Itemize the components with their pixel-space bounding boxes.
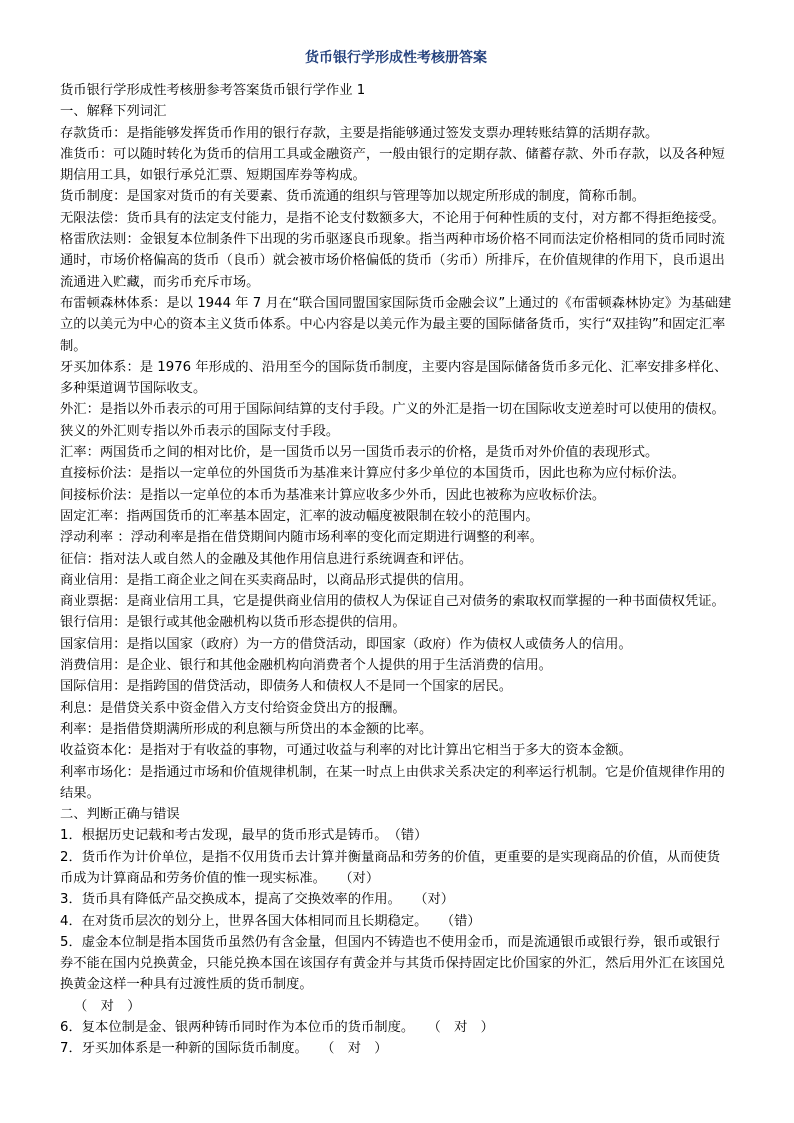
definition-paragraph: 布雷顿森林体系：是以 1944 年 7 月在“联合国同盟国家国际货币金融会议”上通过的《布雷顿森林协定》为基础建立的以美元为中心的资本主义货币体系。中心内容是以美元作为最主要的国际储备货币，实行“双挂钩”和固定汇率制。 xyxy=(60,295,732,354)
definition-paragraph: 征信：指对法人或自然人的金融及其他作用信息进行系统调查和评估。 xyxy=(60,551,473,567)
judgment-answer: （ 对 ） xyxy=(74,998,141,1014)
definition-paragraph: 商业信用：是指工商企业之间在买卖商品时，以商品形式提供的信用。 xyxy=(60,572,473,588)
judgment-item: 2．货币作为计价单位，是指不仅用货币去计算并衡量商品和劳务的价值，更重要的是实现商品的价值，从而使货币成为计算商品和劳务价值的惟一现实标准。 （对） xyxy=(60,849,721,886)
definition-paragraph: 商业票据：是商业信用工具，它是提供商业信用的债权人为保证自己对债务的索取权而掌握的一种书面债权凭证。 xyxy=(60,594,725,610)
document-subtitle: 货币银行学形成性考核册参考答案货币银行学作业 1 xyxy=(60,83,366,98)
definition-paragraph: 银行信用：是银行或其他金融机构以货币形态提供的信用。 xyxy=(60,615,406,631)
definition-paragraph: 汇率：两国货币之间的相对比价，是一国货币以另一国货币表示的价格，是货币对外价值的表现形式。 xyxy=(60,445,659,461)
definition-paragraph: 准货币：可以随时转化为货币的信用工具或金融资产，一般由银行的定期存款、储蓄存款、外币存款，以及各种短期信用工具，如银行承兑汇票、短期国库券等构成。 xyxy=(60,146,725,184)
section-heading-terms: 一、解释下列词汇 xyxy=(60,104,167,120)
definition-paragraph: 浮动利率 ：浮动利率是指在借贷期间内随市场利率的变化而定期进行调整的利率。 xyxy=(60,530,543,546)
definition-paragraph: 直接标价法：是指以一定单位的外国货币为基准来计算应付多少单位的本国货币，因此也称为应付标价法。 xyxy=(60,466,685,482)
definition-paragraph: 无限法偿：货币具有的法定支付能力，是指不论支付数额多大，不论用于何种性质的支付，对方都不得拒绝接受。 xyxy=(60,210,725,226)
definition-paragraph: 货币制度：是国家对货币的有关要素、货币流通的组织与管理等加以规定所形成的制度，简称币制。 xyxy=(60,189,646,205)
definition-paragraph: 消费信用：是企业、银行和其他金融机构向消费者个人提供的用于生活消费的信用。 xyxy=(60,658,552,674)
definition-paragraph: 牙买加体系：是 1976 年形成的、沿用至今的国际货币制度，主要内容是国际储备货币多元化、汇率安排多样化、多种渠道调节国际收支。 xyxy=(60,359,728,397)
definition-paragraph: 存款货币：是指能够发挥货币作用的银行存款，主要是指能够通过签发支票办理转账结算的活期存款。 xyxy=(60,125,659,141)
definition-paragraph: 利率：是指借贷期满所形成的利息额与所贷出的本金额的比率。 xyxy=(60,721,433,737)
definition-paragraph: 国际信用：是指跨国的借贷活动，即债务人和债权人不是同一个国家的居民。 xyxy=(60,679,513,695)
definition-paragraph: 外汇：是指以外币表示的可用于国际间结算的支付手段。广义的外汇是指一切在国际收支逆差时可以使用的债权。狭义的外汇则专指以外币表示的国际支付手段。 xyxy=(60,402,725,439)
judgment-item: 5．虚金本位制是指本国货币虽然仍有含金量，但国内不铸造也不使用金币，而是流通银币或银行券，银币或银行券不能在国内兑换黄金，只能兑换本国在该国存有黄金并与其货币保持固定比价国家的外汇，然后用外汇在该国兑换黄金这样一种具有过渡性质的货币制度。 xyxy=(60,934,725,993)
document-title: 货币银行学形成性考核册答案 xyxy=(305,50,487,66)
definition-paragraph: 格雷欣法则：金银复本位制条件下出现的劣币驱逐良币现象。指当两种市场价格不同而法定价格相同的货币同时流通时，市场价格偏高的货币（良币）就会被市场价格偏低的货币（劣币）所排斥，在价值规律的作用下，良币退出流通进入贮藏，而劣币充斥市场。 xyxy=(60,232,725,290)
definition-paragraph: 固定汇率：指两国货币的汇率基本固定，汇率的波动幅度被限制在较小的范围内。 xyxy=(60,508,539,524)
definition-paragraph: 间接标价法：是指以一定单位的本币为基准来计算应收多少外币，因此也被称为应收标价法。 xyxy=(60,487,606,503)
document-body xyxy=(60,80,732,1060)
judgment-item: 4．在对货币层次的划分上，世界各国大体相同而且长期稳定。 （错） xyxy=(60,913,481,929)
definition-paragraph: 利率市场化：是指通过市场和价值规律机制，在某一时点上由供求关系决定的利率运行机制。它是价值规律作用的结果。 xyxy=(60,764,725,801)
definition-paragraph: 收益资本化：是指对于有收益的事物，可通过收益与利率的对比计算出它相当于多大的资本金额。 xyxy=(60,743,632,759)
judgment-item: 7．牙买加体系是一种新的国际货币制度。 （ 对 ） xyxy=(60,1041,388,1057)
section-heading-true-false: 二、判断正确与错误 xyxy=(60,807,180,823)
judgment-item: 3．货币具有降低产品交换成本，提高了交换效率的作用。 （对） xyxy=(60,892,455,908)
definition-paragraph: 国家信用：是指以国家（政府）为一方的借贷活动，即国家（政府）作为债权人或债务人的信用。 xyxy=(60,636,632,652)
judgment-item: 1．根据历史记载和考古发现，最早的货币形式是铸币。 （错） xyxy=(60,828,428,844)
judgment-item: 6．复本位制是金、银两种铸币同时作为本位币的货币制度。 （ 对 ） xyxy=(60,1020,494,1036)
definition-paragraph: 利息：是借贷关系中资金借入方支付给资金贷出方的报酬。 xyxy=(60,700,406,716)
